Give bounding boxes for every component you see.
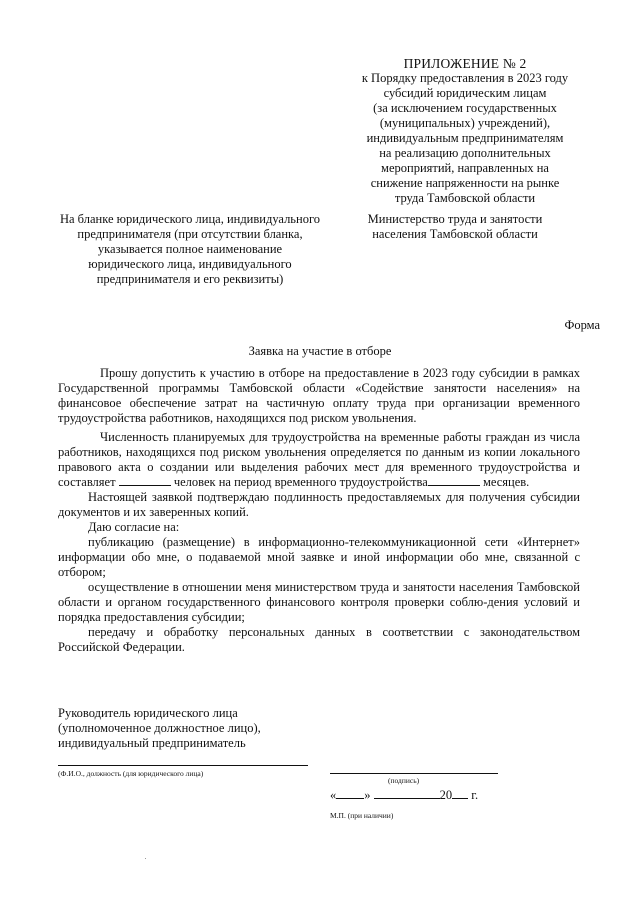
applicant-header-line: предпринимателя (при отсутствии бланка, xyxy=(77,227,303,241)
fio-caption: (Ф.И.О., должность (для юридического лица) xyxy=(58,769,204,778)
applicant-header-line: юридического лица, индивидуального xyxy=(88,257,292,271)
form-label: Форма xyxy=(564,318,600,332)
signature-line[interactable] xyxy=(330,773,498,774)
applicant-header-line: указывается полное наименование xyxy=(97,242,283,256)
signatory-line: Руководитель юридического лица xyxy=(58,706,238,720)
signatory-line: (уполномоченное должностное лицо), xyxy=(58,721,261,735)
date-field xyxy=(330,788,478,803)
date-close-quote: » xyxy=(364,788,371,802)
recipient-header-line: Министерство труда и занятости xyxy=(367,212,543,226)
applicant-header xyxy=(40,212,340,287)
appendix-line: снижение напряженности на рынке xyxy=(370,176,560,190)
paragraph-headcount xyxy=(58,430,580,490)
document-title: Заявка на участие в отборе xyxy=(248,344,392,358)
appendix-line: (за исключением государственных xyxy=(373,101,557,115)
recipient-header xyxy=(340,212,570,242)
months-blank[interactable] xyxy=(428,485,480,486)
appendix-line: мероприятий, направленных на xyxy=(381,161,549,175)
scan-speck xyxy=(145,858,146,859)
headcount-text: Численность планируемых для трудоустройства на временные работы граждан из числа работников, находящихся под риском увольнения определяется по данным из копии локального правового акта о создании или выделения рабочих мест для временного трудоустройства и составляет xyxy=(58,430,580,489)
document-body xyxy=(58,366,580,655)
recipient-header-line: населения Тамбовской области xyxy=(372,227,538,241)
appendix-line: индивидуальным предпринимателям xyxy=(366,131,564,145)
fio-line[interactable] xyxy=(58,765,308,766)
stamp-caption: М.П. (при наличии) xyxy=(330,811,394,820)
months-text: месяцев. xyxy=(482,475,530,489)
paragraph-consent-personal-data: передачу и обработку персональных данных в соответствии с законодательством Российской Федерации. xyxy=(58,625,580,654)
day-blank[interactable] xyxy=(336,798,364,799)
signature-caption: (подпись) xyxy=(388,776,420,785)
headcount-period-text: человек на период временного трудоустройства xyxy=(173,475,428,489)
date-suffix: г. xyxy=(471,788,479,802)
paragraph-consent-intro: Даю согласие на: xyxy=(88,520,180,534)
signatory-block xyxy=(58,706,358,751)
year-blank[interactable] xyxy=(452,798,468,799)
appendix-line: на реализацию дополнительных xyxy=(379,146,551,160)
date-open-quote: « xyxy=(330,788,337,802)
appendix-line: к Порядку предоставления в 2023 году xyxy=(361,71,569,85)
month-blank[interactable] xyxy=(374,798,440,799)
headcount-blank[interactable] xyxy=(119,485,171,486)
paragraph-consent-publish: публикацию (размещение) в информационно-телекоммуникационной сети «Интернет» информации обо мне, о подаваемой мной заявке и иной информации обо мне, связанной с отбором; xyxy=(58,535,580,579)
date-year: 20 xyxy=(439,788,453,802)
appendix-line: субсидий юридическим лицам xyxy=(383,86,547,100)
signatory-line: индивидуальный предприниматель xyxy=(58,736,246,750)
applicant-header-line: предпринимателя и его реквизиты) xyxy=(96,272,284,286)
paragraph-consent-audit: осуществление в отношении меня министерством труда и занятости населения Тамбовской области и органом государственного финансового контроля проверки соблю-дения условий и порядка предоставления субсидии; xyxy=(58,580,580,624)
applicant-header-line: На бланке юридического лица, индивидуального xyxy=(59,212,321,226)
appendix-line: (муниципальных) учреждений), xyxy=(379,116,551,130)
appendix-title: ПРИЛОЖЕНИЕ № 2 xyxy=(403,56,527,71)
paragraph-request: Прошу допустить к участию в отборе на предоставление в 2023 году субсидии в рамках Государственной программы Тамбовской области «Содействие занятости населения» на финансовое обеспечение затрат на частичную оплату труда при организации временного трудоустройства работников, находящихся под риском увольнения. xyxy=(58,366,580,425)
paragraph-confirm: Настоящей заявкой подтверждаю подлинность предоставляемых для получения субсидии документов и их заверенных копий. xyxy=(58,490,580,519)
appendix-line: труда Тамбовской области xyxy=(394,191,536,205)
appendix-block xyxy=(330,56,600,206)
